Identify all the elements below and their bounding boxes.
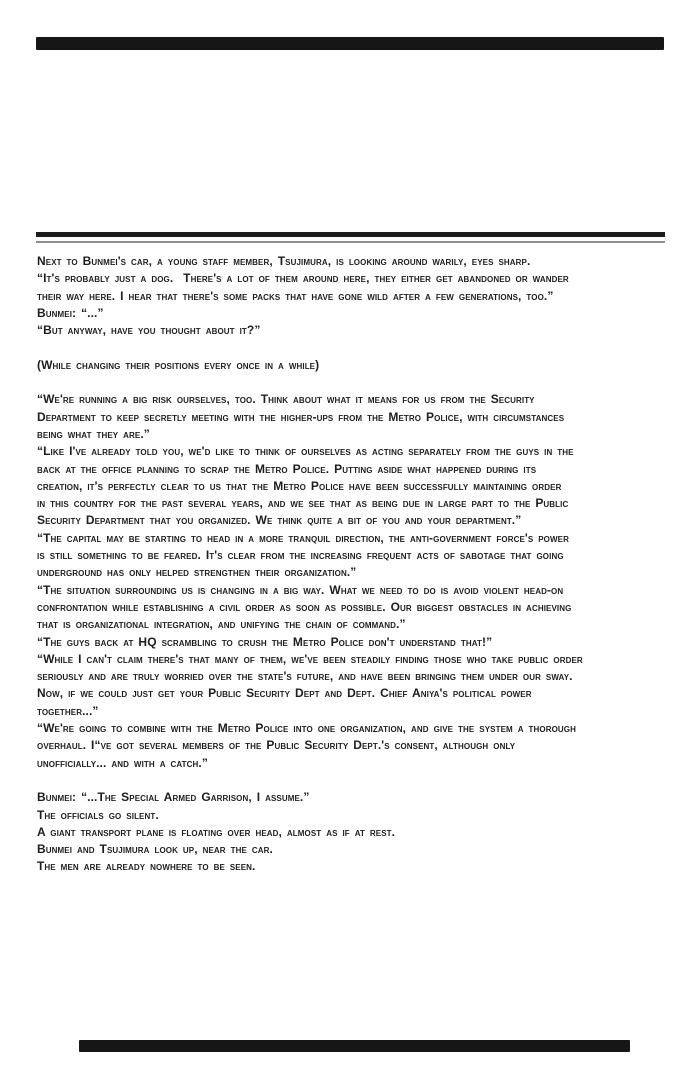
script-line: “But anyway, have you thought about it?” xyxy=(37,323,261,338)
script-line: Bunmei: “...” xyxy=(37,305,104,320)
script-line: “While I can't claim there's that many of them, we've been steadily finding those who take public order xyxy=(37,651,583,666)
script-line: is still something to be feared. It's clear from the increasing frequent acts of sabotage that going xyxy=(37,548,564,563)
top-divider-bar xyxy=(36,37,664,50)
script-line: together...” xyxy=(37,703,99,718)
script-line: Next to Bunmei's car, a young staff member, Tsujimura, is looking around warily, eyes sharp. xyxy=(37,254,531,268)
script-line: underground has only helped strengthen their organization.” xyxy=(37,565,357,580)
script-line: back at the office planning to scrap the Metro Police. Putting aside what happened during its xyxy=(37,461,537,476)
script-line: their way here. I hear that there's some packs that have gone wild after a few generations, too.” xyxy=(37,288,554,303)
script-line: “The situation surrounding us is changing in a big way. What we need to do is avoid violent head-on xyxy=(37,582,564,597)
script-line: that is organizational integration, and unifying the chain of command.” xyxy=(37,617,406,632)
dialogue-block xyxy=(37,391,692,772)
script-line: (While changing their positions every once in a while) xyxy=(37,357,320,372)
script-line: Security Department that you organized. We think quite a bit of you and your department.” xyxy=(37,513,522,528)
stage-direction-block xyxy=(37,357,692,374)
script-line: The officials go silent. xyxy=(37,807,159,822)
script-line: A giant transport plane is floating over head, almost as if at rest. xyxy=(37,824,396,839)
script-line: being what they are.” xyxy=(37,426,150,441)
script-line: “The guys back at HQ scrambling to crush the Metro Police don't understand that!” xyxy=(37,634,493,649)
script-line: unofficially... and with a catch.” xyxy=(37,755,208,770)
script-line: confrontation while establishing a civil order as soon as possible. Our biggest obstacles in achieving xyxy=(37,599,572,614)
script-line: seriously and are truly worried over the state's future, and have been bringing them under our sway. xyxy=(37,669,573,684)
script-line: Now, if we could just get your Public Security Dept and Dept. Chief Aniya's political power xyxy=(37,686,532,701)
script-line: in this country for the past several years, and we see that as being due in large part to the Public xyxy=(37,496,569,511)
script-line: overhaul. I“ve got several members of the Public Security Dept.'s consent, although only xyxy=(37,738,516,753)
script-line: “We're running a big risk ourselves, too. Think about what it means for us from the Security xyxy=(37,392,535,407)
script-line: Bunmei: “...The Special Armed Garrison, I assume.” xyxy=(37,790,310,805)
script-text xyxy=(37,253,692,876)
script-line: The men are already nowhere to be seen. xyxy=(37,859,256,874)
bottom-divider-bar xyxy=(79,1040,630,1052)
scene-description-block xyxy=(37,253,692,339)
script-line: “The capital may be starting to head in a more tranquil direction, the anti-government force's power xyxy=(37,530,569,545)
separator-thick-rule xyxy=(36,232,665,237)
script-line: “We're going to combine with the Metro Police into one organization, and give the system a thorough xyxy=(37,721,576,736)
script-line: “It's probably just a dog. There's a lot of them around here, they either get abandoned or wander xyxy=(37,271,569,286)
script-line: Bunmei and Tsujimura look up, near the car. xyxy=(37,842,273,857)
script-line: Department to keep secretly meeting with the higher-ups from the Metro Police, with circumstances xyxy=(37,409,565,424)
script-line: creation, it's perfectly clear to us that the Metro Police have been successfully maintaining order xyxy=(37,478,562,493)
script-line: “Like I've already told you, we'd like to think of ourselves as acting separately from the guys in the xyxy=(37,444,574,459)
separator-thin-rule xyxy=(36,241,665,243)
closing-scene-block xyxy=(37,789,692,875)
